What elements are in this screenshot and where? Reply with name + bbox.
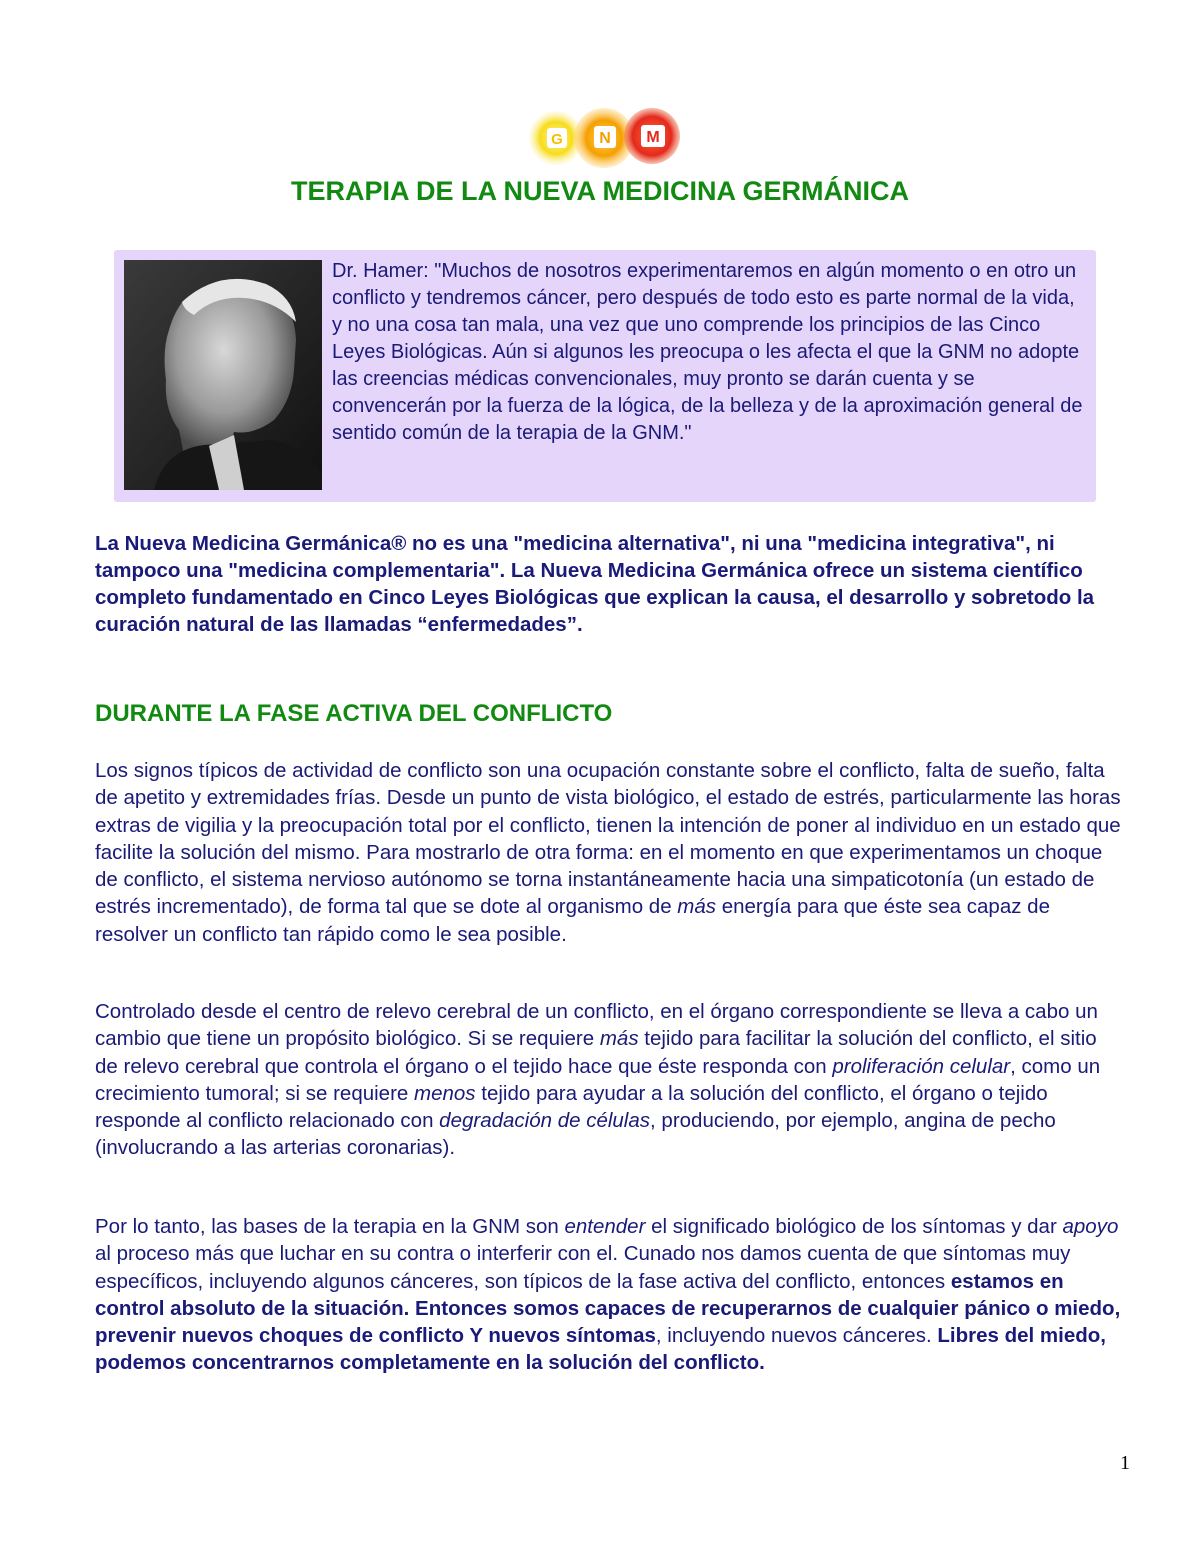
portrait-photo bbox=[124, 260, 322, 490]
emphasis: más bbox=[677, 895, 717, 919]
logo-letter-m: M bbox=[646, 129, 660, 146]
hamer-quote: Dr. Hamer: "Muchos de nosotros experimentaremos en algún momento o en otro un conflicto y tendremos cáncer, pero después de todo esto es parte normal de la vida, y no una cosa tan mala, una vez que uno comprende los principios de las Cinco Leyes Biológicas. Aún si algunos les preocupa o les afecta el que la GNM no adopte las creencias médicas convencionales, muy pronto se darán cuenta y se convencerán por la fuerza de la lógica, de la belleza y de la aproximación general de sentido común de la terapia de la GNM." bbox=[332, 260, 1083, 444]
emphasis: más bbox=[599, 1027, 639, 1051]
text-span: el significado biológico de los síntomas y dar bbox=[645, 1215, 1063, 1238]
text-span: Los signos típicos de actividad de conflicto son una ocupación constante sobre el conflicto, falta de sueño, falta de apetito y extremidades frías. Desde un punto de vista biológico, el estado de estrés, particularmente las horas extras de vigilia y la preocupación total por el conflicto, tienen la intención de poner al individuo en un estado que facilite la solución del mismo. Para mostrarlo de otra forma: en el momento en que experimentamos un choque de conflicto, el sistema nervioso autónomo se torna instantáneamente hacia una simpaticotonía (un estado de estrés incrementado), de forma tal que se dote al organismo de bbox=[95, 759, 1121, 919]
text-span: al proceso más que luchar en su contra o interferir con el. Cunado nos damos cuenta de que síntomas muy específicos, incluyendo algunos cánceres, son típicos de la fase activa del conflicto, entonces bbox=[95, 1242, 1071, 1293]
paragraph-2 bbox=[95, 998, 1125, 1162]
quote-box bbox=[114, 250, 1096, 502]
emphasis: apoyo bbox=[1062, 1215, 1119, 1238]
emphasis: entender bbox=[564, 1215, 646, 1238]
text-span: tejido para ayudar a la solución del conflicto, el órgano o tejido responde al conflicto relacionado con bbox=[95, 1081, 1048, 1133]
emphasis: degradación de células bbox=[439, 1109, 651, 1133]
bold-text: estamos en control absoluto de la situación. Entonces somos capaces de recuperarnos de cualquier pánico o miedo, prevenir nuevos choques de conflicto Y nuevos síntomas bbox=[95, 1269, 1121, 1348]
gnm-logo bbox=[528, 102, 680, 176]
text-span: , produciendo, por ejemplo, angina de pecho (involucrando a las arterias coronarias). bbox=[95, 1109, 1056, 1160]
bold-text: Libres del miedo, podemos concentrarnos completamente en la solución del conflicto. bbox=[95, 1324, 1106, 1375]
paragraph-3 bbox=[95, 1213, 1125, 1377]
text-span: energía para que éste sea capaz de resolver un conflicto tan rápido como le sea posible. bbox=[95, 895, 1050, 946]
paragraph-1 bbox=[95, 757, 1125, 948]
text-span: , incluyendo nuevos cánceres. bbox=[655, 1324, 938, 1348]
text-span: tejido para facilitar la solución del conflicto, el sitio de relevo cerebral que controla el órgano o el tejido hace que éste responda con bbox=[95, 1027, 1097, 1078]
section-heading: DURANTE LA FASE ACTIVA DEL CONFLICTO bbox=[95, 700, 613, 727]
text-span: Controlado desde el centro de relevo cerebral de un conflicto, en el órgano correspondiente se lleva a cabo un cambio que tiene un propósito biológico. Si se requiere bbox=[95, 1000, 1098, 1051]
emphasis: menos bbox=[414, 1081, 476, 1105]
intro-paragraph: La Nueva Medicina Germánica® no es una "medicina alternativa", ni una "medicina integrativa", ni tampoco una "medicina complementaria". La Nueva Medicina Germánica ofrece un sistema científico completo fundamentado en Cinco Leyes Biológicas que explican la causa, el desarrollo y sobretodo la curación natural de las llamadas “enfermedades”. bbox=[95, 532, 1095, 636]
text-span: Por lo tanto, las bases de la terapia en la GNM son bbox=[95, 1215, 565, 1238]
page-number: 1 bbox=[1120, 1452, 1130, 1474]
emphasis: proliferación celular bbox=[832, 1054, 1011, 1078]
page-title: TERAPIA DE LA NUEVA MEDICINA GERMÁNICA bbox=[290, 176, 909, 206]
logo-letter-n: N bbox=[599, 130, 611, 147]
logo-letter-g: G bbox=[551, 131, 563, 148]
text-span: , como un crecimiento tumoral; si se requiere bbox=[95, 1054, 1101, 1105]
